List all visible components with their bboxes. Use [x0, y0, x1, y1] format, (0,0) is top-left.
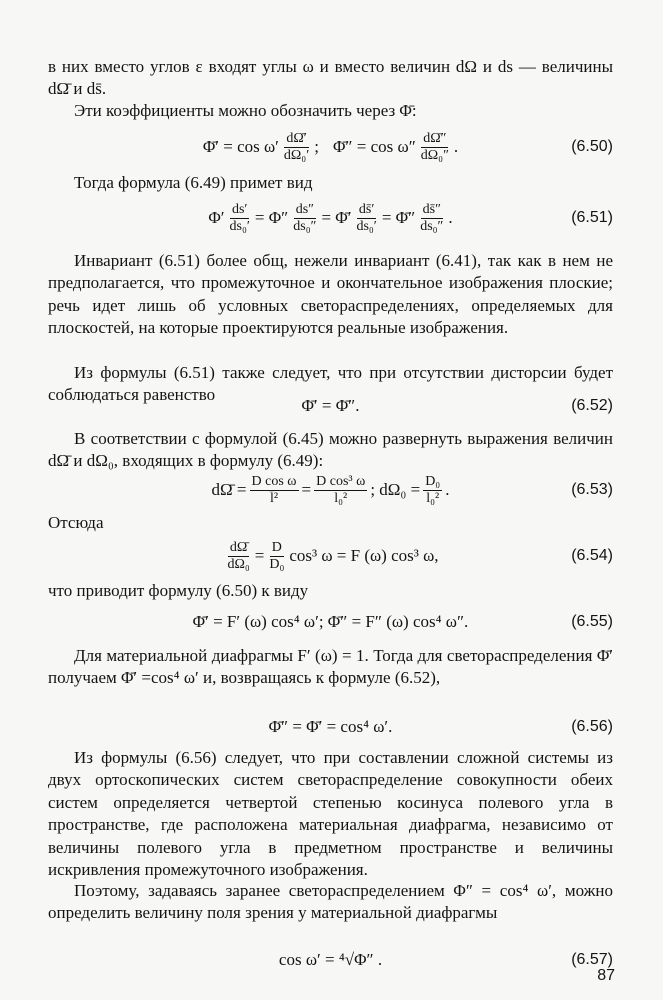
eq51-fraction-2-numerator: ds″	[295, 201, 314, 217]
eq51-term-4: = Φ̄″	[381, 208, 416, 227]
eq51-fraction-1-numerator: ds′	[231, 201, 248, 217]
equation-6-56	[48, 707, 613, 747]
equation-number-6-56: (6.56)	[571, 718, 613, 735]
eq54-fraction-2-denominator: D₀	[269, 556, 285, 572]
equation-6-54	[48, 536, 613, 576]
paragraph-conclusion: Из формулы (6.56) следует, что при составлении сложной системы из двух ортоскопических систем светораспределение совокупности обеих систем определяется четвертой степенью косинуса полевого угла в пространстве, где расположена материальная диафрагма, независимо от величины полевого угла в предметном пространстве и величины искривления промежуточного изображения.	[48, 748, 613, 880]
paragraph-hence: Отсюда	[48, 513, 104, 532]
eq51-fraction-3-denominator: ds₀′	[356, 218, 377, 234]
paragraph-invariant: Инвариант (6.51) более общ, нежели инвариант (6.41), так как в нем не предполагается, что промежуточное и окончательное изображения плоские; речь идет лишь об условных светораспределениях, определяемых для плоскостей, на которые проектируются реальные изображения.	[48, 251, 613, 338]
paragraph-expand-values: В соответствии с формулой (6.45) можно развернуть выражения величин dΩ̄ и dΩ₀, входящих в формулу (6.49):	[48, 429, 613, 471]
equation-number-6-53: (6.53)	[571, 481, 613, 498]
eq51-fraction-4-denominator: ds₀″	[420, 218, 444, 234]
eq53-term-3: ; dΩ₀ =	[370, 480, 421, 499]
eq53-end: .	[445, 480, 450, 499]
equation-number-6-55: (6.55)	[571, 613, 613, 630]
eq54-term-2: cos³ ω = F (ω) cos³ ω,	[289, 546, 439, 565]
eq50-end: .	[453, 137, 459, 156]
eq54-fraction-1	[225, 540, 251, 573]
eq54-fraction-2-numerator: D	[271, 539, 282, 555]
eq53-fraction-1-denominator: l̄²	[269, 490, 279, 506]
eq51-fraction-4-numerator: ds̄″	[422, 201, 441, 217]
eq54-term-1: =	[254, 546, 265, 565]
equation-number-6-57: (6.57)	[571, 951, 613, 968]
paragraph-continuation: в них вместо углов ε входят углы ω и вместо величин dΩ и ds — величины dΩ̄ и ds̄.	[48, 57, 613, 99]
eq53-fraction-1-numerator: D cos ω	[251, 473, 297, 489]
paragraph-coefficients: Эти коэффициенты можно обозначить через Φ̄:	[74, 101, 417, 120]
eq53-fraction-3-denominator: l₀²	[426, 490, 440, 506]
eq50-fraction-a-denominator: dΩ₀′	[283, 147, 310, 163]
eq50-lhs-b: Φ̄″ = cos ω″	[333, 137, 416, 156]
eq56-body: Φ̄″ = Φ̄′ = cos⁴ ω′.	[268, 717, 393, 736]
eq51-term-3: = Φ̄′	[321, 208, 352, 227]
eq54-fraction-1-denominator: dΩ₀	[227, 556, 250, 572]
paragraph-distortion: Из формулы (6.51) также следует, что при отсутствии дисторсии будет соблюдаться равенство	[48, 363, 613, 405]
equation-6-52	[48, 386, 613, 426]
eq50-lhs-a: Φ̄′ = cos ω′	[202, 137, 279, 156]
eq50-fraction-b-denominator: dΩ₀″	[420, 147, 449, 163]
eq50-separator: ;	[314, 137, 319, 156]
paragraph-field-of-view: Поэтому, задаваясь заранее светораспределением Φ″ = cos⁴ ω′, можно определить величину поля зрения у материальной диафрагмы	[48, 881, 613, 923]
equation-number-6-54: (6.54)	[571, 547, 613, 564]
eq53-fraction-2-denominator: l₀²	[334, 490, 348, 506]
equation-number-6-50: (6.50)	[571, 138, 613, 155]
eq51-fraction-3	[354, 202, 378, 235]
eq53-fraction-3-numerator: D₀	[425, 473, 441, 489]
equation-number-6-51: (6.51)	[571, 209, 613, 226]
equation-6-50	[48, 127, 613, 167]
eq51-fraction-2-denominator: ds₀″	[293, 218, 317, 234]
eq53-fraction-3	[423, 474, 442, 507]
eq53-fraction-2	[314, 474, 367, 507]
eq57-body: cos ω′ = ⁴√Φ″ .	[278, 950, 383, 969]
eq53-fraction-2-numerator: D cos³ ω	[316, 473, 366, 489]
paragraph-material-diaphragm: Для материальной диафрагмы F′ (ω) = 1. Тогда для светораспределения Φ̄′ получаем Φ̄′ =cos⁴ ω′ и, возвращаясь к формуле (6.52),	[48, 646, 613, 688]
eq52-body: Φ̄′ = Φ̄″.	[301, 396, 360, 415]
eq51-fraction-3-numerator: ds̄′	[358, 201, 375, 217]
equation-6-57	[48, 940, 613, 980]
eq54-fraction-2	[267, 540, 286, 573]
eq50-fraction-a	[282, 131, 311, 164]
eq53-fraction-1	[250, 474, 299, 507]
paragraph-leads-to: что приводит формулу (6.50) к виду	[48, 581, 309, 600]
eq51-fraction-2	[291, 202, 318, 235]
eq51-term-1: Φ′	[208, 208, 225, 227]
eq53-term-1: dΩ̄ =	[211, 480, 247, 499]
eq54-fraction-1-numerator: dΩ̄	[229, 539, 248, 555]
eq50-fraction-b	[419, 131, 451, 164]
page-number: 87	[597, 967, 615, 984]
eq51-fraction-1	[228, 202, 252, 235]
eq51-fraction-4	[418, 202, 445, 235]
equation-6-55	[48, 602, 613, 642]
equation-number-6-52: (6.52)	[571, 397, 613, 414]
eq50-fraction-b-numerator: dΩ̄″	[423, 130, 447, 146]
equation-6-53	[48, 470, 613, 510]
eq55-body: Φ̄′ = F′ (ω) cos⁴ ω′; Φ̄″ = F″ (ω) cos⁴ ω″.	[192, 612, 469, 631]
eq51-term-2: = Φ″	[254, 208, 289, 227]
eq51-fraction-1-denominator: ds₀′	[229, 218, 250, 234]
equation-6-51	[48, 198, 613, 238]
eq51-end: .	[448, 208, 453, 227]
eq50-fraction-a-numerator: dΩ̄′	[286, 130, 307, 146]
paragraph-formula-becomes: Тогда формула (6.49) примет вид	[74, 173, 313, 192]
eq53-term-2: =	[301, 480, 312, 499]
